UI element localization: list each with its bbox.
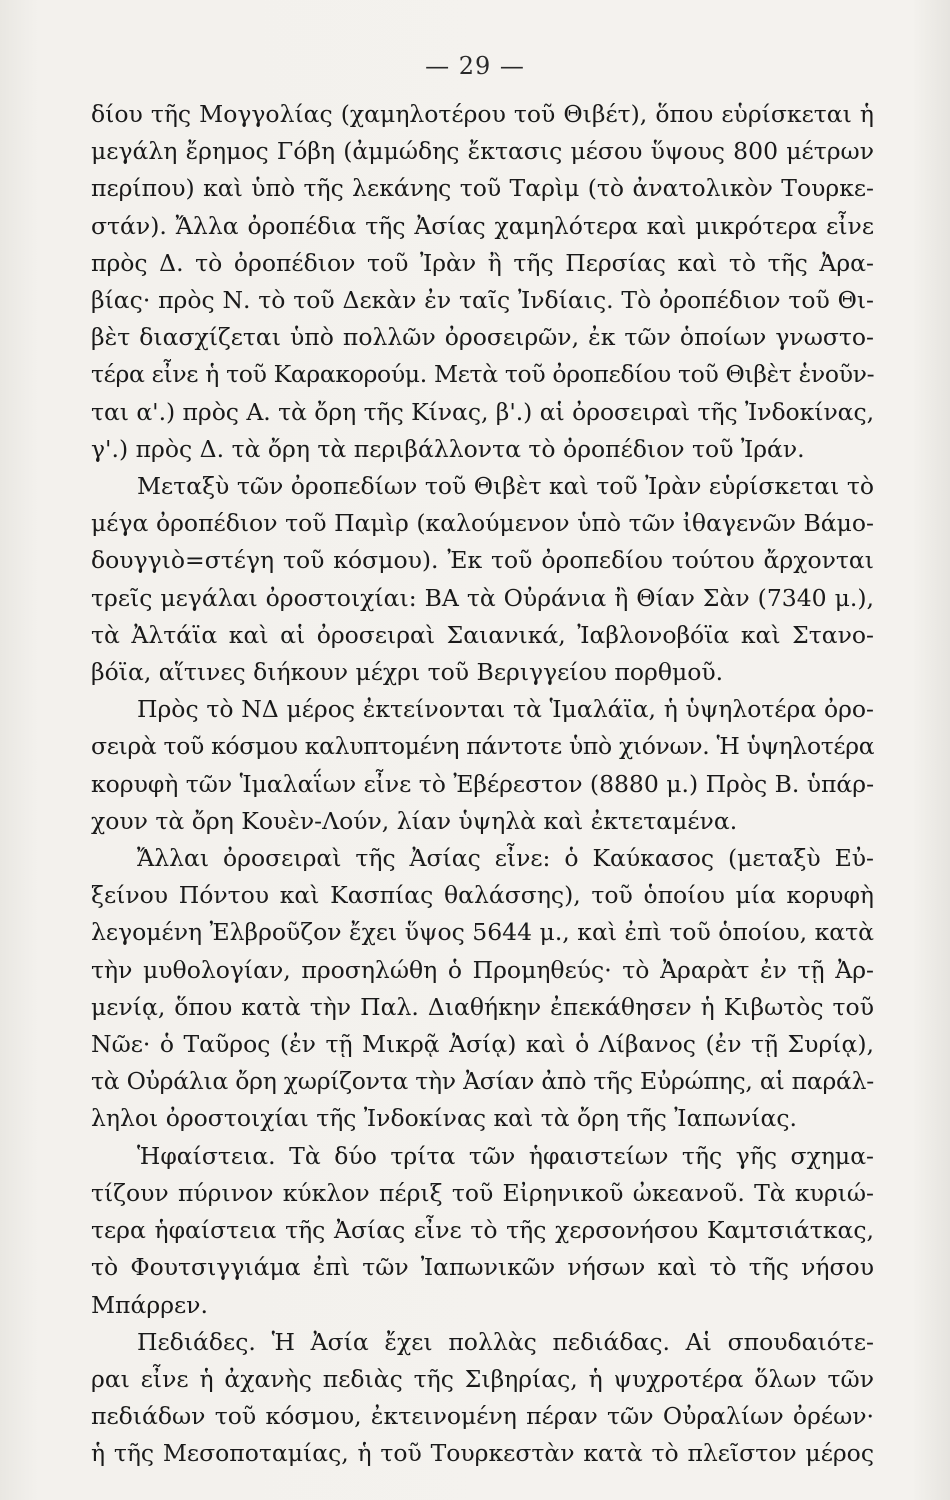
text-line: σειρὰ τοῦ κόσμου καλυπτομένη πάντοτε ὑπὸ χιόνων. Ἡ ὑψηλοτέρα	[91, 732, 875, 761]
text-line: τὸ Φουτσιγγιάμα ἐπὶ τῶν Ἰαπωνικῶν νήσων καὶ τὸ τῆς νήσου	[91, 1253, 874, 1282]
text-line: χουν τὰ ὄρη Κουὲν-Λούν, λίαν ὑψηλὰ καὶ ἐκτεταμένα.	[91, 806, 738, 835]
text-line: ραι εἶνε ἡ ἀχανὴς πεδιὰς τῆς Σιβηρίας, ἡ ψυχροτέρα ὅλων τῶν	[91, 1364, 874, 1393]
text-line: ἡ τῆς Μεσοποταμίας, ἡ τοῦ Τουρκεστὰν κατὰ τὸ πλεῖστον μέρος	[91, 1439, 874, 1468]
text-line: μέγα ὀροπέδιον τοῦ Παμὶρ (καλούμενον ὑπὸ τῶν ἰθαγενῶν Βάμο-	[91, 509, 874, 538]
text-line: πεδιάδων τοῦ κόσμου, ἐκτεινομένη πέραν τῶν Οὐραλίων ὀρέων·	[91, 1402, 874, 1431]
text-line: βόϊα, αἵτινες διήκουν μέχρι τοῦ Βεριγγείου πορθμοῦ.	[91, 658, 724, 687]
text-line: τὰ Οὐράλια ὄρη χωρίζοντα τὴν Ἀσίαν ἀπὸ τῆς Εὐρώπης, αἱ παράλ-	[91, 1067, 874, 1096]
text-line: τὰ Ἀλτάϊα καὶ αἱ ὀροσειραὶ Σαιανικά, Ἰαβλονοβόϊα καὶ Στανο-	[91, 620, 874, 649]
text-line: δίου τῆς Μογγολίας (χαμηλοτέρου τοῦ Θιβέτ), ὅπου εὑρίσκεται ἡ	[91, 100, 874, 128]
text-line: τὴν μυθολογίαν, προσηλώθη ὁ Προμηθεύς· τὸ Ἀραρὰτ ἐν τῇ Ἀρ-	[91, 955, 874, 984]
text-line: Ἄλλαι ὀροσειραὶ τῆς Ἀσίας εἶνε: ὁ Καύκασος (μεταξὺ Εὐ-	[137, 844, 874, 873]
page-number: — 29 —	[425, 52, 525, 80]
text-line: δουγγιὸ=στέγη τοῦ κόσμου). Ἐκ τοῦ ὀροπεδίου τούτου ἄρχονται	[91, 546, 874, 575]
text-line: Μεταξὺ τῶν ὀροπεδίων τοῦ Θιβὲτ καὶ τοῦ Ἰρὰν εὑρίσκεται τὸ	[137, 472, 874, 501]
text-line: Νῶε· ὁ Ταῦρος (ἐν τῇ Μικρᾷ Ἀσίᾳ) καὶ ὁ Λίβανος (ἐν τῇ Συρίᾳ),	[91, 1030, 874, 1059]
text-line: ξείνου Πόντου καὶ Κασπίας θαλάσσης), τοῦ ὁποίου μία κορυφὴ	[91, 881, 874, 910]
text-line: Πρὸς τὸ ΝΔ μέρος ἐκτείνονται τὰ Ἱμαλάϊα, ἡ ὑψηλοτέρα ὀρο-	[137, 695, 874, 724]
body-text	[91, 96, 874, 1473]
text-line: βίας· πρὸς Ν. τὸ τοῦ Δεκὰν ἐν ταῖς Ἰνδίαις. Τὸ ὀροπέδιον τοῦ Θι-	[91, 286, 874, 315]
text-line: τέρα εἶνε ἡ τοῦ Καρακορούμ. Μετὰ τοῦ ὀροπεδίου τοῦ Θιβὲτ ἑνοῦν-	[91, 360, 875, 389]
text-line: ληλοι ὀροστοιχίαι τῆς Ἰνδοκίνας καὶ τὰ ὄρη τῆς Ἰαπωνίας.	[91, 1104, 797, 1133]
text-line: τρεῖς μεγάλαι ὀροστοιχίαι: ΒΑ τὰ Οὐράνια ἢ Θίαν Σὰν (7340 μ.),	[91, 583, 874, 612]
text-line: Ἡφαίστεια. Τὰ δύο τρίτα τῶν ἡφαιστείων τῆς γῆς σχημα-	[137, 1141, 874, 1170]
text-line: μενίᾳ, ὅπου κατὰ τὴν Παλ. Διαθήκην ἐπεκάθησεν ἡ Κιβωτὸς τοῦ	[91, 992, 874, 1021]
text-line: τερα ἡφαίστεια τῆς Ἀσίας εἶνε τὸ τῆς χερσονήσου Καμτσιάτκας,	[91, 1216, 874, 1245]
text-line: τίζουν πύρινον κύκλον πέριξ τοῦ Εἰρηνικοῦ ὠκεανοῦ. Τὰ κυριώ-	[91, 1178, 874, 1207]
text-line: πρὸς Δ. τὸ ὀροπέδιον τοῦ Ἰρὰν ἢ τῆς Περσίας καὶ τὸ τῆς Ἀρα-	[91, 248, 874, 277]
text-line: γ'.) πρὸς Δ. τὰ ὄρη τὰ περιβάλλοντα τὸ ὀροπέδιον τοῦ Ἰράν.	[91, 434, 805, 463]
text-line: Πεδιάδες. Ἡ Ἀσία ἔχει πολλὰς πεδιάδας. Αἱ σπουδαιότε-	[137, 1327, 874, 1356]
text-line: περίπου) καὶ ὑπὸ τῆς λεκάνης τοῦ Ταρὶμ (τὸ ἀνατολικὸν Τουρκε-	[91, 174, 874, 203]
text-line: μεγάλη ἔρημος Γόβη (ἀμμώδης ἔκτασις μέσου ὕψους 800 μέτρων	[91, 137, 874, 166]
text-line: ται α'.) πρὸς Α. τὰ ὄρη τῆς Κίνας, β'.) αἱ ὀροσειραὶ τῆς Ἰνδοκίνας,	[91, 397, 875, 426]
text-line: στάν). Ἄλλα ὀροπέδια τῆς Ἀσίας χαμηλότερα καὶ μικρότερα εἶνε	[91, 211, 874, 240]
text-line: Μπάρρεν.	[91, 1290, 208, 1319]
text-line: βὲτ διασχίζεται ὑπὸ πολλῶν ὀροσειρῶν, ἐκ τῶν ὁποίων γνωστο-	[91, 323, 874, 352]
text-line: κορυφὴ τῶν Ἱμαλαΐων εἶνε τὸ Ἐβέρεστον (8880 μ.) Πρὸς Β. ὑπάρ-	[91, 769, 874, 798]
text-line: λεγομένη Ἐλβροῦζον ἔχει ὕψος 5644 μ., καὶ ἐπὶ τοῦ ὁποίου, κατὰ	[91, 918, 874, 947]
